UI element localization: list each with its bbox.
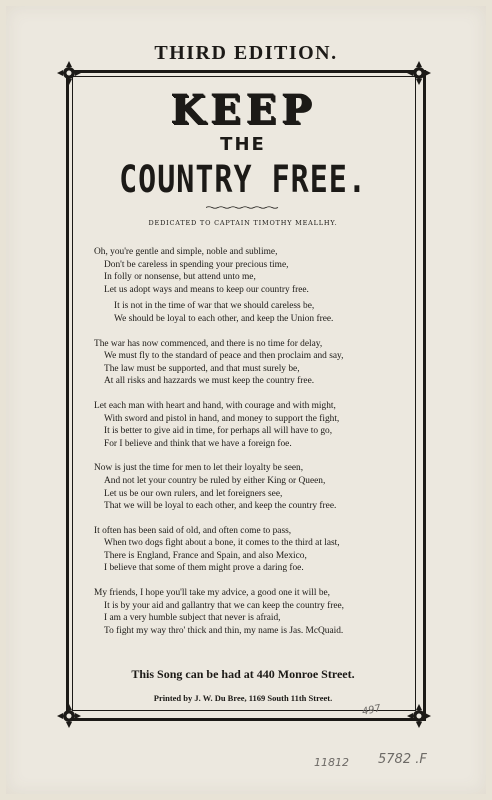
edition-heading: THIRD EDITION. — [154, 42, 338, 64]
verse-line: It is better to give aid in time, for perhaps all will have to go, — [104, 426, 333, 437]
verse-line: It often has been said of old, and often come to pass, — [94, 525, 292, 536]
verse-line: I believe that some of them might prove a daring foe. — [104, 563, 304, 574]
printer-imprint: Printed by J. W. Du Bree, 1169 South 11th Street. — [153, 693, 333, 703]
pencil-note: 497 — [361, 703, 383, 718]
refrain-line: We should be loyal to each other, and keep the Union free. — [114, 313, 334, 324]
title-the: THE — [220, 134, 266, 155]
verse-line: Oh, you're gentle and simple, noble and sublime, — [94, 247, 278, 257]
corner-ornament-icon — [56, 60, 82, 86]
title-country-free: COUNTRY FREE. — [119, 158, 367, 202]
title-keep: KEEP — [170, 86, 316, 133]
stanza — [94, 587, 404, 637]
verse-line: At all risks and hazzards we must keep the country free. — [104, 376, 315, 387]
corner-ornament-icon — [406, 60, 432, 86]
verse-line: In folly or nonsense, but attend unto me, — [104, 272, 256, 283]
broadside-content — [80, 86, 406, 706]
verse-line: The war has now commenced, and there is no time for delay, — [94, 338, 323, 349]
dedication-line: DEDICATED TO CAPTAIN TIMOTHY MEALLHY. — [148, 219, 338, 227]
stanza — [94, 525, 404, 575]
verse-line: It is by your aid and gallantry that we can keep the country free, — [104, 600, 345, 611]
wavy-rule-divider — [206, 206, 280, 209]
verse-line: And not let your country be ruled by either King or Queen, — [104, 475, 326, 486]
verse-line: Let each man with heart and hand, with courage and with might, — [94, 400, 336, 411]
pencil-note: 5782 .F — [378, 752, 427, 767]
verse-line: For I believe and think that we have a foreign foe. — [104, 438, 292, 449]
song-verses — [94, 246, 404, 649]
stanza — [94, 246, 404, 326]
verse-line: I am a very humble subject that never is afraid, — [104, 613, 281, 624]
verse-line: My friends, I hope you'll take my advice, a good one it will be, — [94, 588, 331, 599]
verse-line: When two dogs fight about a bone, it comes to the third at last, — [104, 538, 340, 549]
corner-ornament-icon — [406, 703, 432, 729]
verse-line: The law must be supported, and that must surely be, — [104, 363, 300, 374]
verse-line: To fight my way thro' thick and thin, my name is Jas. McQuaid. — [104, 625, 344, 636]
verse-line: That we will be loyal to each other, and keep the country free. — [104, 501, 337, 512]
verse-line: We must fly to the standard of peace and then proclaim and say, — [104, 351, 344, 362]
stanza — [94, 400, 404, 450]
refrain-line: It is not in the time of war that we should careless be, — [114, 301, 315, 312]
verse-line: Now is just the time for men to let their loyalty be seen, — [94, 463, 304, 474]
pencil-note: 11812 — [314, 756, 349, 769]
verse-line: Don't be careless in spending your precious time, — [104, 259, 289, 270]
song-availability-note: This Song can be had at 440 Monroe Street. — [131, 667, 355, 681]
stanza — [94, 338, 404, 388]
corner-ornament-icon — [56, 703, 82, 729]
stanza — [94, 462, 404, 512]
verse-line: With sword and pistol in hand, and money to support the fight, — [104, 413, 340, 424]
verse-line: Let us be our own rulers, and let foreigners see, — [104, 488, 283, 499]
verse-line: Let us adopt ways and means to keep our country free. — [104, 284, 309, 295]
verse-line: There is England, France and Spain, and also Mexico, — [104, 550, 307, 561]
